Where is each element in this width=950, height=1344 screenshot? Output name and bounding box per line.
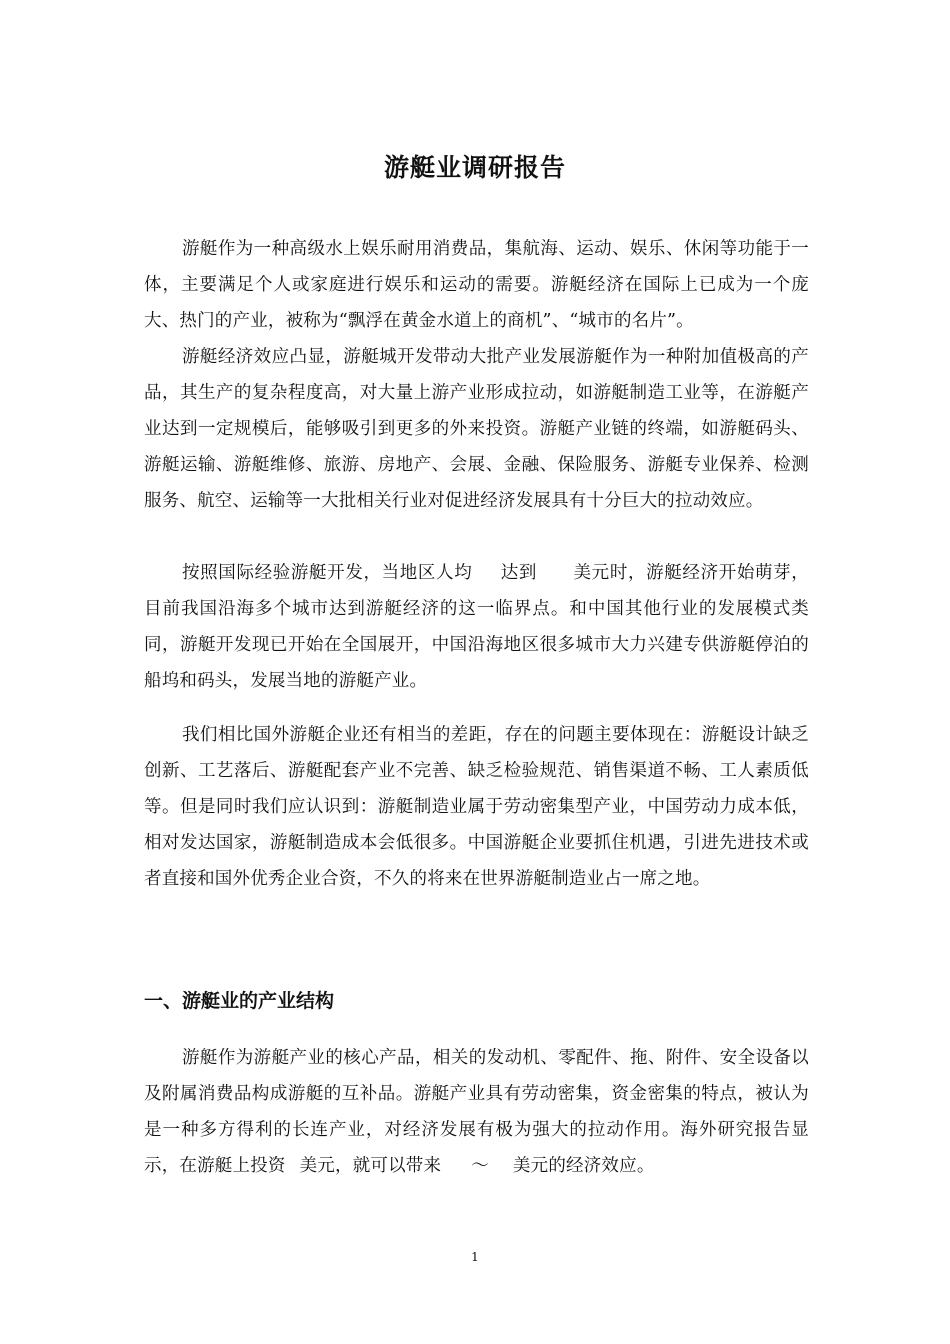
paragraph-development-part-1: 按照国际经验游艇开发，当地区人均 <box>182 563 473 583</box>
paragraph-economic-effect: 游艇经济效应凸显，游艇城开发带动大批产业发展游艇作为一种附加值极高的产品，其生产的复杂程度高，对大量上游产业形成拉动，如游艇制造工业等，在游艇产业达到一定规模后，能够吸引到更多的外来投资。游艇产业链的终端，如游艇码头、游艇运输、游艇维修、旅游、房地产、会展、金融、保险服务、游艇专业保养、检测服务、航空、运输等一大批相关行业对促进经济发展具有十分巨大的拉动效应。 <box>144 347 809 511</box>
paragraph-development-part-2: 达到 <box>500 563 538 583</box>
paragraph-structure-part-1: 游艇作为游艇产业的核心产品，相关的发动机、零配件、拖、附件、安全设备以及附属消费品构成游艇的互补品。游艇产业具有劳动密集，资金密集的特点，被认为是一种多方得利的长连产业，对经济发展有极为强大的拉动作用。海外研究报告显示，在游艇上投资 <box>144 1048 809 1176</box>
paragraph-structure-tilde: ～ <box>471 1156 489 1176</box>
paragraph-structure-part-2: 美元，就可以带来 <box>299 1156 442 1176</box>
paragraph-industry-structure <box>144 1040 809 1184</box>
section-heading: 一、游艇业的产业结构 <box>144 990 335 1012</box>
paragraph-development <box>144 555 809 699</box>
paragraph-structure-part-3: 美元的经济效应。 <box>512 1156 655 1176</box>
document-title: 游艇业调研报告 <box>383 153 566 182</box>
paragraph-development-part-3: 美元时，游艇经济开始萌芽，目前我国沿海多个城市达到游艇经济的这一临界点。和中国其他行业的发展模式类同，游艇开发现已开始在全国展开，中国沿海地区很多城市大力兴建专供游艇停泊的船坞和码头，发展当地的游艇产业。 <box>144 563 809 691</box>
page-number: 1 <box>471 1250 479 1264</box>
paragraph-intro: 游艇作为一种高级水上娱乐耐用消费品，集航海、运动、娱乐、休闲等功能于一体，主要满足个人或家庭进行娱乐和运动的需要。游艇经济在国际上已成为一个庞大、热门的产业，被称为“飘浮在黄金水道上的商机”、“城市的名片”。 <box>144 239 809 331</box>
paragraph-gap-analysis: 我们相比国外游艇企业还有相当的差距，存在的问题主要体现在：游艇设计缺乏创新、工艺落后、游艇配套产业不完善、缺乏检验规范、销售渠道不畅、工人素质低等。但是同时我们应认识到：游艇制造业属于劳动密集型产业，中国劳动力成本低，相对发达国家，游艇制造成本会低很多。中国游艇企业要抓住机遇，引进先进技术或者直接和国外优秀企业合资，不久的将来在世界游艇制造业占一席之地。 <box>144 725 809 889</box>
